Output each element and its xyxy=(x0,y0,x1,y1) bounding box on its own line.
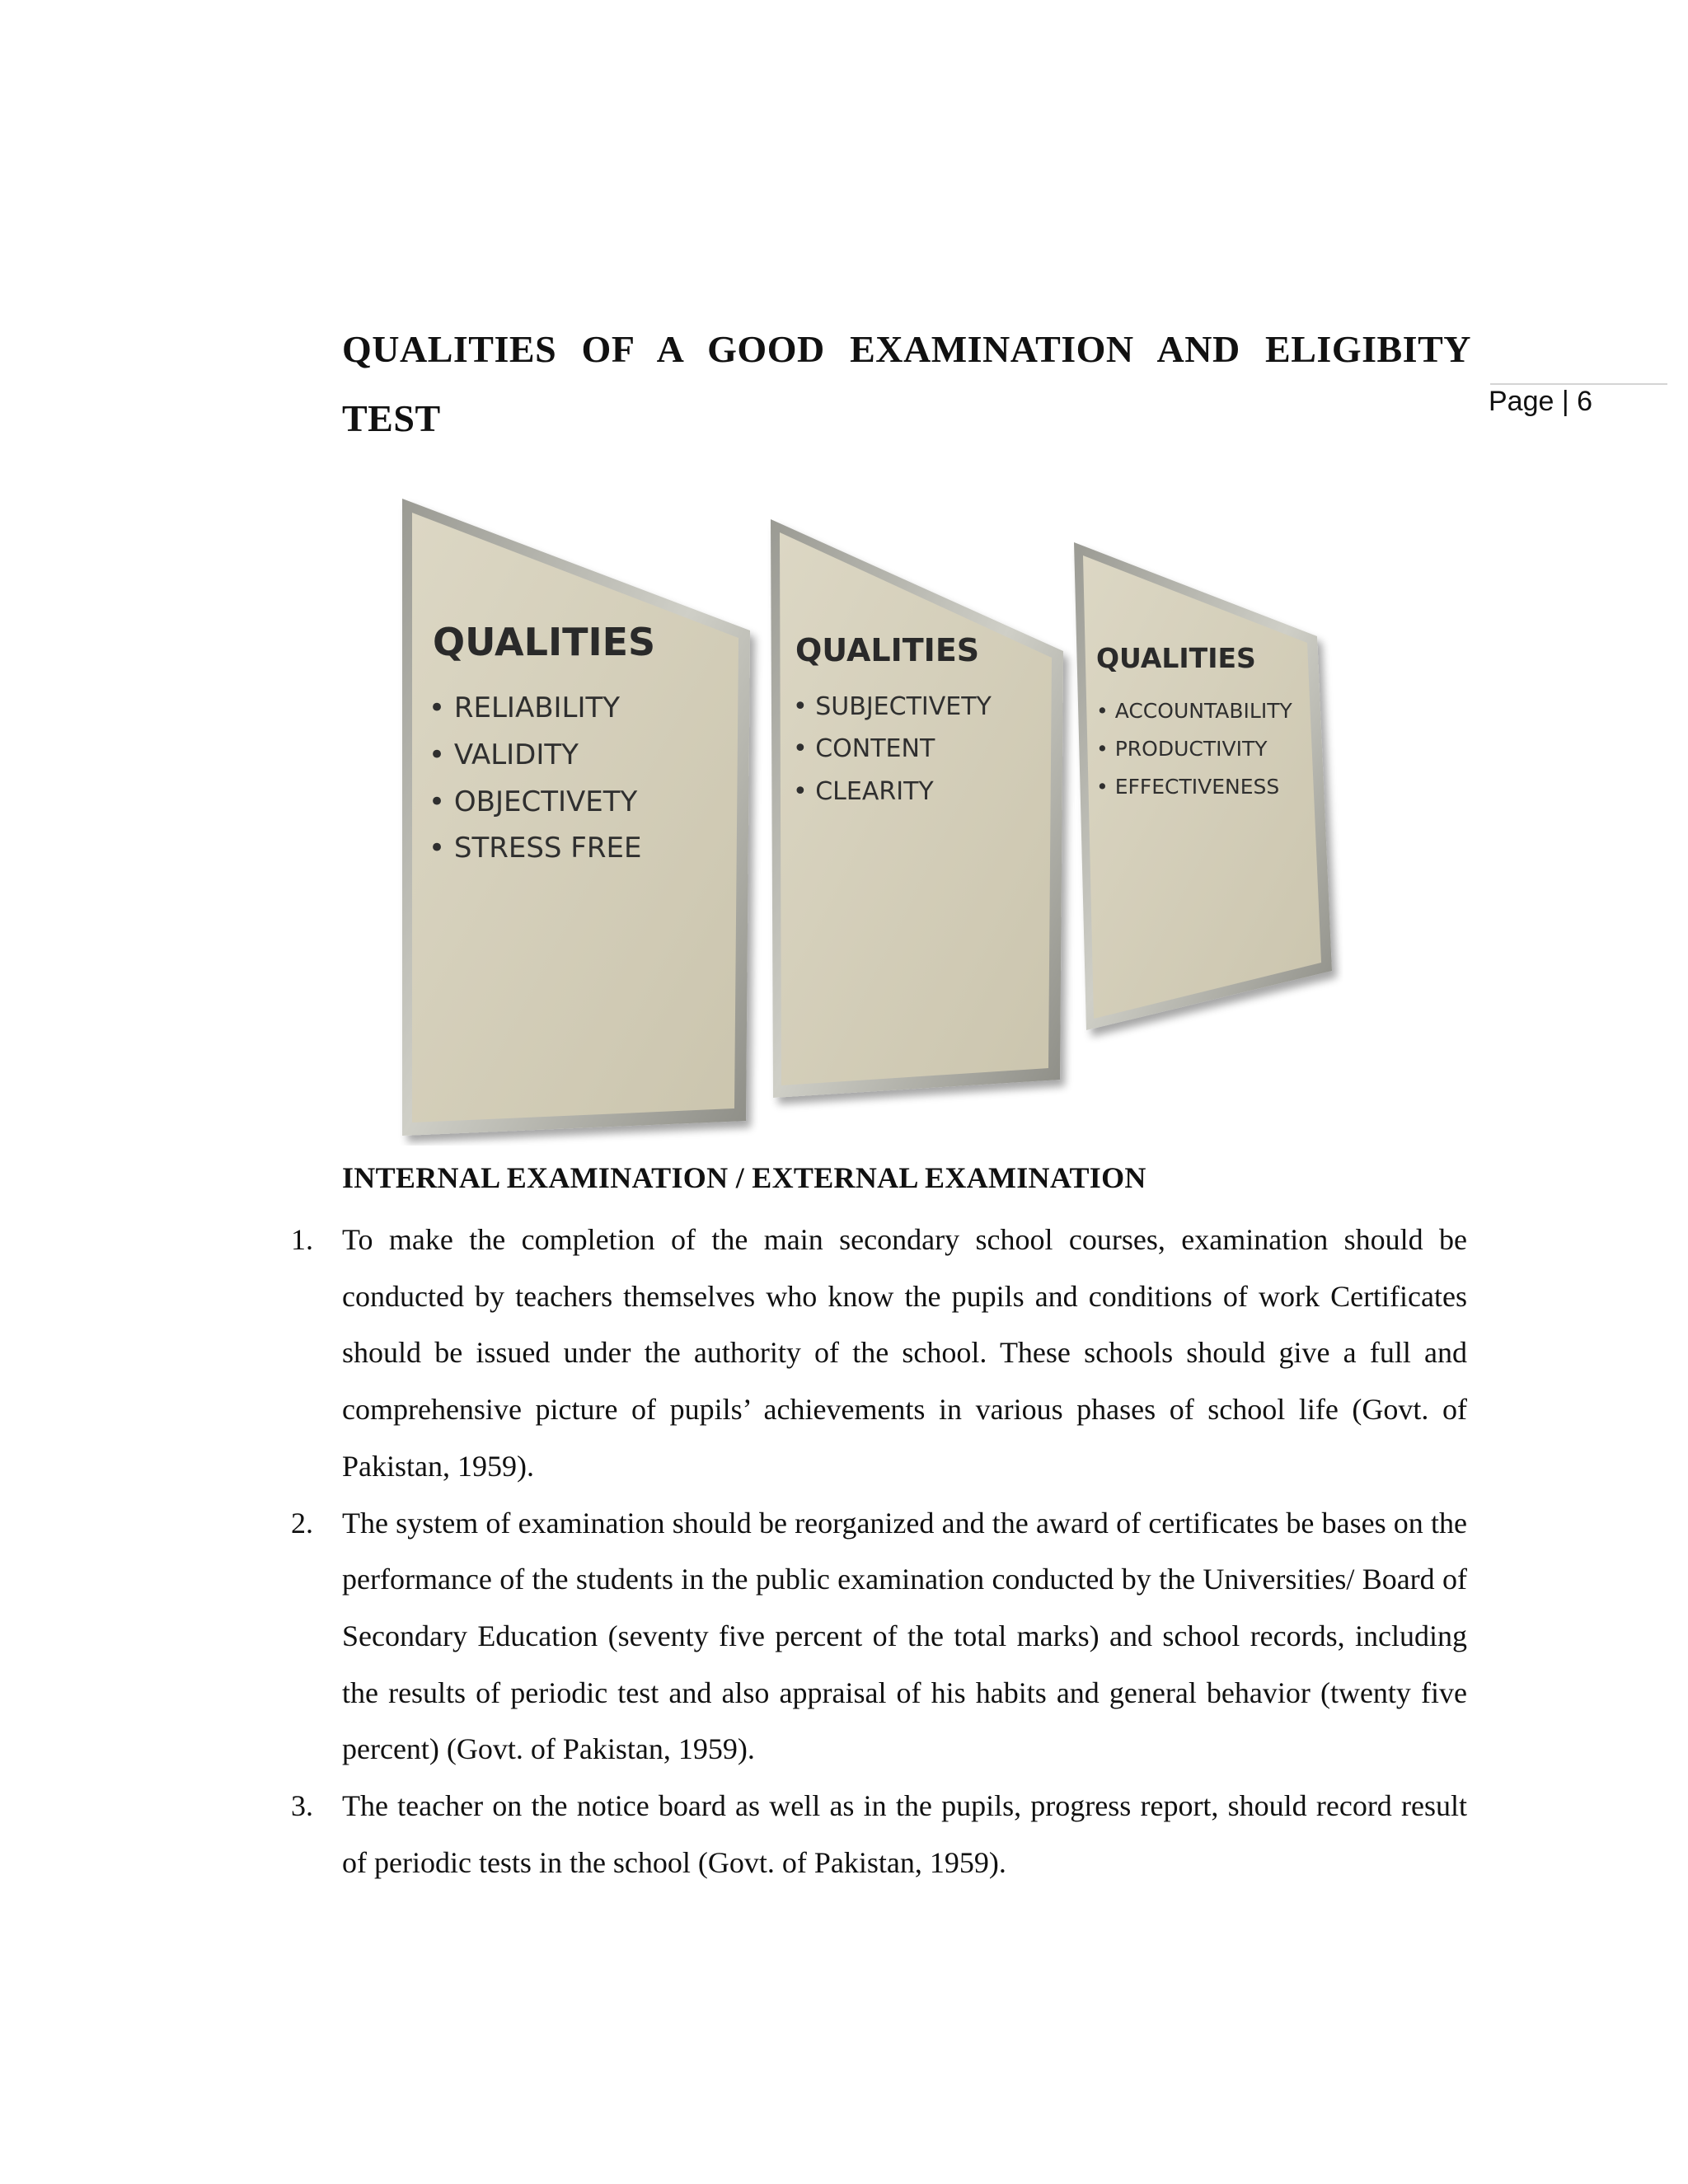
document-title: QUALITIES OF A GOOD EXAMINATION AND ELIGIBITY TEST xyxy=(342,328,1471,439)
section-heading: INTERNAL EXAMINATION / EXTERNAL EXAMINATION xyxy=(342,1161,1146,1194)
panel-2-item-1: • SUBJECTIVETY xyxy=(793,692,992,721)
panel-3-item-3: • EFFECTIVENESS xyxy=(1096,775,1280,799)
panel-1-item-2: • VALIDITY xyxy=(429,738,579,771)
numbered-list xyxy=(291,1212,1467,1891)
list-text: The teacher on the notice board as well as in the pupils, progress report, should record result of periodic tests in the school (Govt. of Pakistan, 1959). xyxy=(342,1789,1467,1879)
list-item xyxy=(291,1778,1467,1891)
list-number: 3. xyxy=(291,1789,313,1823)
list-text: To make the completion of the main secondary school courses, examination should be conducted by teachers themselves who know the pupils and conditions of work Certificates should be issued under the authority of the school. These schools should give a full and comprehensive picture of pupils’ achievements in various phases of school life (Govt. of Pakistan, 1959). xyxy=(342,1223,1467,1483)
header-rule xyxy=(1490,383,1667,385)
quality-panel-3 xyxy=(1074,542,1332,1030)
list-item xyxy=(291,1495,1467,1779)
list-number: 1. xyxy=(291,1223,313,1256)
qualities-diagram-graphic xyxy=(387,486,1343,1146)
list-item xyxy=(291,1212,1467,1495)
panel-3-heading: QUALITIES xyxy=(1096,642,1256,674)
panel-3-item-2: • PRODUCTIVITY xyxy=(1096,737,1268,761)
quality-panel-2 xyxy=(771,519,1063,1098)
panel-2-heading: QUALITIES xyxy=(795,632,980,668)
panel-1-item-3: • OBJECTIVETY xyxy=(429,785,638,818)
quality-panel-1 xyxy=(402,499,750,1136)
qualities-diagram xyxy=(387,486,1343,1146)
panel-1-item-1: • RELIABILITY xyxy=(429,691,621,724)
panel-2-item-3: • CLEARITY xyxy=(793,777,934,806)
page-number: Page | 6 xyxy=(1489,386,1593,417)
list-number: 2. xyxy=(291,1506,313,1540)
panel-2-item-2: • CONTENT xyxy=(793,734,935,763)
panel-1-item-4: • STRESS FREE xyxy=(429,832,642,865)
list-text: The system of examination should be reorganized and the award of certificates be bases on the performance of the students in the public examination conducted by the Universities/ Board of Secondary Education (seventy five percent of the total marks) and school records, including the results of periodic test and also appraisal of his habits and general behavior (twenty five percent) (Govt. of Pakistan, 1959). xyxy=(342,1506,1467,1766)
panel-1-heading: QUALITIES xyxy=(433,620,656,664)
panel-3-item-1: • ACCOUNTABILITY xyxy=(1096,699,1292,723)
